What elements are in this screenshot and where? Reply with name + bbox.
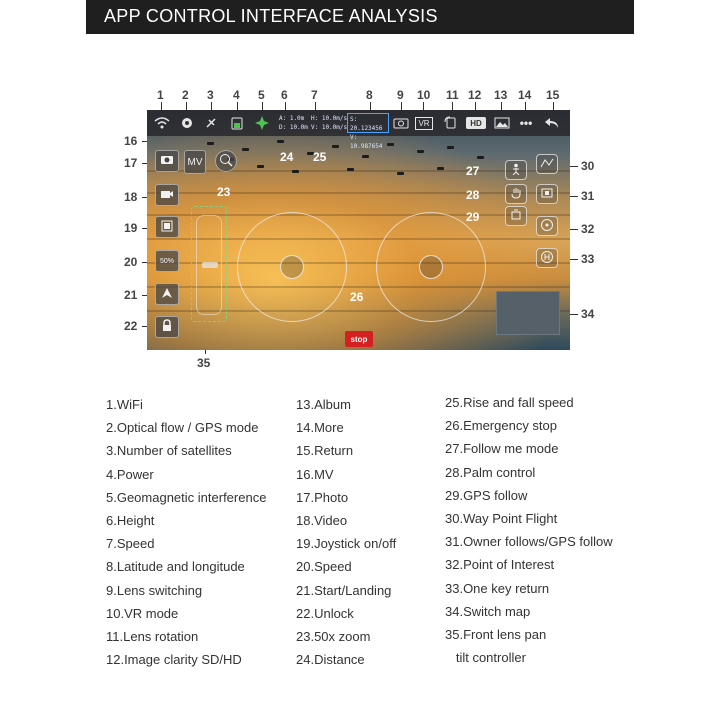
follow-me-button[interactable]	[505, 160, 527, 180]
height-readout: A: 1.0m D: 10.0m	[279, 115, 308, 131]
legend-item: 7.Speed	[106, 536, 155, 552]
callout-5: 5	[258, 88, 265, 102]
callout-14: 14	[518, 88, 532, 102]
legend-item: 35.Front lens pan	[445, 627, 547, 643]
legend-item: 21.Start/Landing	[296, 582, 392, 598]
legend-item: 19.Joystick on/off	[296, 536, 397, 552]
callout-9: 9	[397, 88, 404, 102]
legend-item: 2.Optical flow / GPS mode	[106, 420, 259, 436]
camera-icon	[160, 154, 174, 168]
callout-4: 4	[233, 88, 240, 102]
status-bar	[147, 110, 570, 150]
pan-tilt-handle[interactable]	[202, 262, 218, 268]
legend-item: 22.Unlock	[296, 605, 354, 621]
poi-icon	[540, 218, 554, 235]
callout-30: 30	[581, 159, 595, 173]
legend-item: 1.WiFi	[106, 397, 143, 412]
photo-button[interactable]	[155, 150, 179, 172]
album-icon[interactable]	[493, 115, 511, 131]
legend-item: 9.Lens switching	[106, 582, 203, 598]
vr-icon[interactable]: VR	[415, 117, 433, 130]
unlock-button[interactable]	[155, 316, 179, 338]
legend-item: 12.Image clarity SD/HD	[106, 652, 242, 668]
callout-19: 19	[124, 221, 138, 235]
legend-item: 23.50x zoom	[296, 629, 371, 645]
legend-item: 34.Switch map	[445, 603, 531, 619]
callout-26: 26	[350, 290, 364, 304]
legend-column-2	[296, 393, 396, 671]
legend-item: 16.MV	[296, 466, 334, 482]
palm-control-button[interactable]	[505, 184, 527, 204]
lens-rotate-icon[interactable]	[443, 115, 459, 131]
emergency-stop-button[interactable]: stop	[345, 331, 373, 347]
gps-follow-button[interactable]	[505, 206, 527, 226]
legend-item: 20.Speed	[296, 559, 352, 575]
callout-35: 35	[197, 356, 211, 370]
one-key-return-button[interactable]	[536, 248, 558, 268]
legend-item: 13.Album	[296, 397, 351, 412]
callout-2: 2	[182, 88, 189, 102]
legend-item: 25.Rise and fall speed	[445, 395, 574, 410]
callout-34: 34	[581, 307, 595, 321]
callout-29: 29	[466, 210, 480, 224]
legend-item: 24.Distance	[296, 652, 365, 668]
legend-column-3	[445, 391, 613, 669]
legend-item: 3.Number of satellites	[106, 443, 232, 459]
page-title: APP CONTROL INTERFACE ANALYSIS	[104, 6, 438, 26]
callout-10: 10	[417, 88, 431, 102]
gps-follow-icon	[510, 209, 522, 224]
gps-coordinates: S: 20.123456 V: 10.987654	[347, 113, 389, 133]
callout-16: 16	[124, 134, 138, 148]
legend-item: 17.Photo	[296, 489, 349, 505]
callout-6: 6	[281, 88, 288, 102]
legend-item: 8.Latitude and longitude	[106, 559, 245, 575]
pan-tilt-controller[interactable]	[191, 206, 227, 322]
callout-8: 8	[366, 88, 373, 102]
home-return-icon	[540, 250, 554, 267]
hd-icon[interactable]: HD	[466, 117, 486, 129]
callout-31: 31	[581, 189, 595, 203]
callout-11: 11	[446, 88, 459, 102]
joystick-icon	[160, 219, 174, 236]
owner-follow-button[interactable]	[536, 184, 558, 204]
owner-follow-icon	[540, 187, 554, 202]
callout-24: 24	[280, 150, 294, 164]
waypoint-flight-button[interactable]	[536, 154, 558, 174]
callout-32: 32	[581, 222, 595, 236]
callout-20: 20	[124, 255, 138, 269]
wifi-icon	[153, 115, 171, 131]
optical-flow-icon[interactable]	[179, 115, 195, 131]
point-of-interest-button[interactable]	[536, 216, 558, 236]
callout-15: 15	[546, 88, 560, 102]
lock-icon	[161, 319, 173, 335]
callout-33: 33	[581, 252, 595, 266]
camera-view[interactable]	[147, 110, 570, 350]
callout-22: 22	[124, 319, 138, 333]
legend-item: 10.VR mode	[106, 605, 179, 621]
callout-27: 27	[466, 164, 480, 178]
legend-item: 29.GPS follow	[445, 487, 528, 503]
zoom-button[interactable]	[215, 150, 237, 172]
legend-item: 11.Lens rotation	[106, 629, 199, 645]
legend-item: 4.Power	[106, 466, 154, 482]
pan-tilt-track[interactable]	[196, 215, 222, 315]
video-icon	[160, 189, 174, 202]
more-icon[interactable]: •••	[519, 116, 533, 130]
legend-item: 27.Follow me mode	[445, 441, 559, 457]
callout-25: 25	[313, 150, 327, 164]
palm-icon	[510, 187, 522, 202]
satellite-icon	[203, 115, 219, 131]
joystick-toggle-button[interactable]	[155, 216, 179, 238]
follow-me-icon	[510, 163, 522, 178]
legend-item: 33.One key return	[445, 580, 550, 596]
mv-button[interactable]: MV	[184, 150, 206, 174]
callout-3: 3	[207, 88, 214, 102]
callout-12: 12	[468, 88, 482, 102]
legend-item: 14.More	[296, 420, 344, 436]
legend-item: 18.Video	[296, 513, 348, 529]
battery-icon	[229, 115, 245, 131]
legend-item: tilt controller	[445, 650, 526, 666]
legend-item: 31.Owner follows/GPS follow	[445, 534, 613, 550]
callout-21: 21	[124, 288, 138, 302]
callout-23: 23	[217, 185, 231, 199]
zoom-icon	[219, 153, 233, 169]
legend-column-1	[106, 393, 266, 671]
right-joystick-knob[interactable]	[419, 255, 443, 279]
left-joystick-knob[interactable]	[280, 255, 304, 279]
callout-28: 28	[466, 188, 480, 202]
speed-readout: H: 10.0m/s V: 10.0m/s	[311, 115, 348, 131]
legend-item: 5.Geomagnetic interference	[106, 489, 267, 505]
speed-button[interactable]: 50%	[155, 250, 179, 272]
takeoff-icon	[161, 287, 173, 302]
callout-7: 7	[311, 88, 318, 102]
camera-switch-icon[interactable]	[392, 115, 410, 131]
legend-item: 28.Palm control	[445, 464, 536, 480]
legend-item: 15.Return	[296, 443, 354, 459]
callout-1: 1	[157, 88, 164, 102]
legend-item: 32.Point of Interest	[445, 557, 555, 573]
legend-item: 6.Height	[106, 513, 155, 529]
callout-17: 17	[124, 156, 138, 170]
return-icon[interactable]	[544, 115, 560, 131]
legend-item: 30.Way Point Flight	[445, 511, 558, 527]
takeoff-landing-button[interactable]	[155, 283, 179, 305]
legend-item: 26.Emergency stop	[445, 418, 558, 434]
video-button[interactable]	[155, 184, 179, 206]
callout-18: 18	[124, 190, 138, 204]
map-thumbnail[interactable]	[496, 291, 560, 335]
callout-13: 13	[494, 88, 508, 102]
compass-icon	[254, 115, 270, 131]
waypoint-icon	[540, 157, 554, 172]
